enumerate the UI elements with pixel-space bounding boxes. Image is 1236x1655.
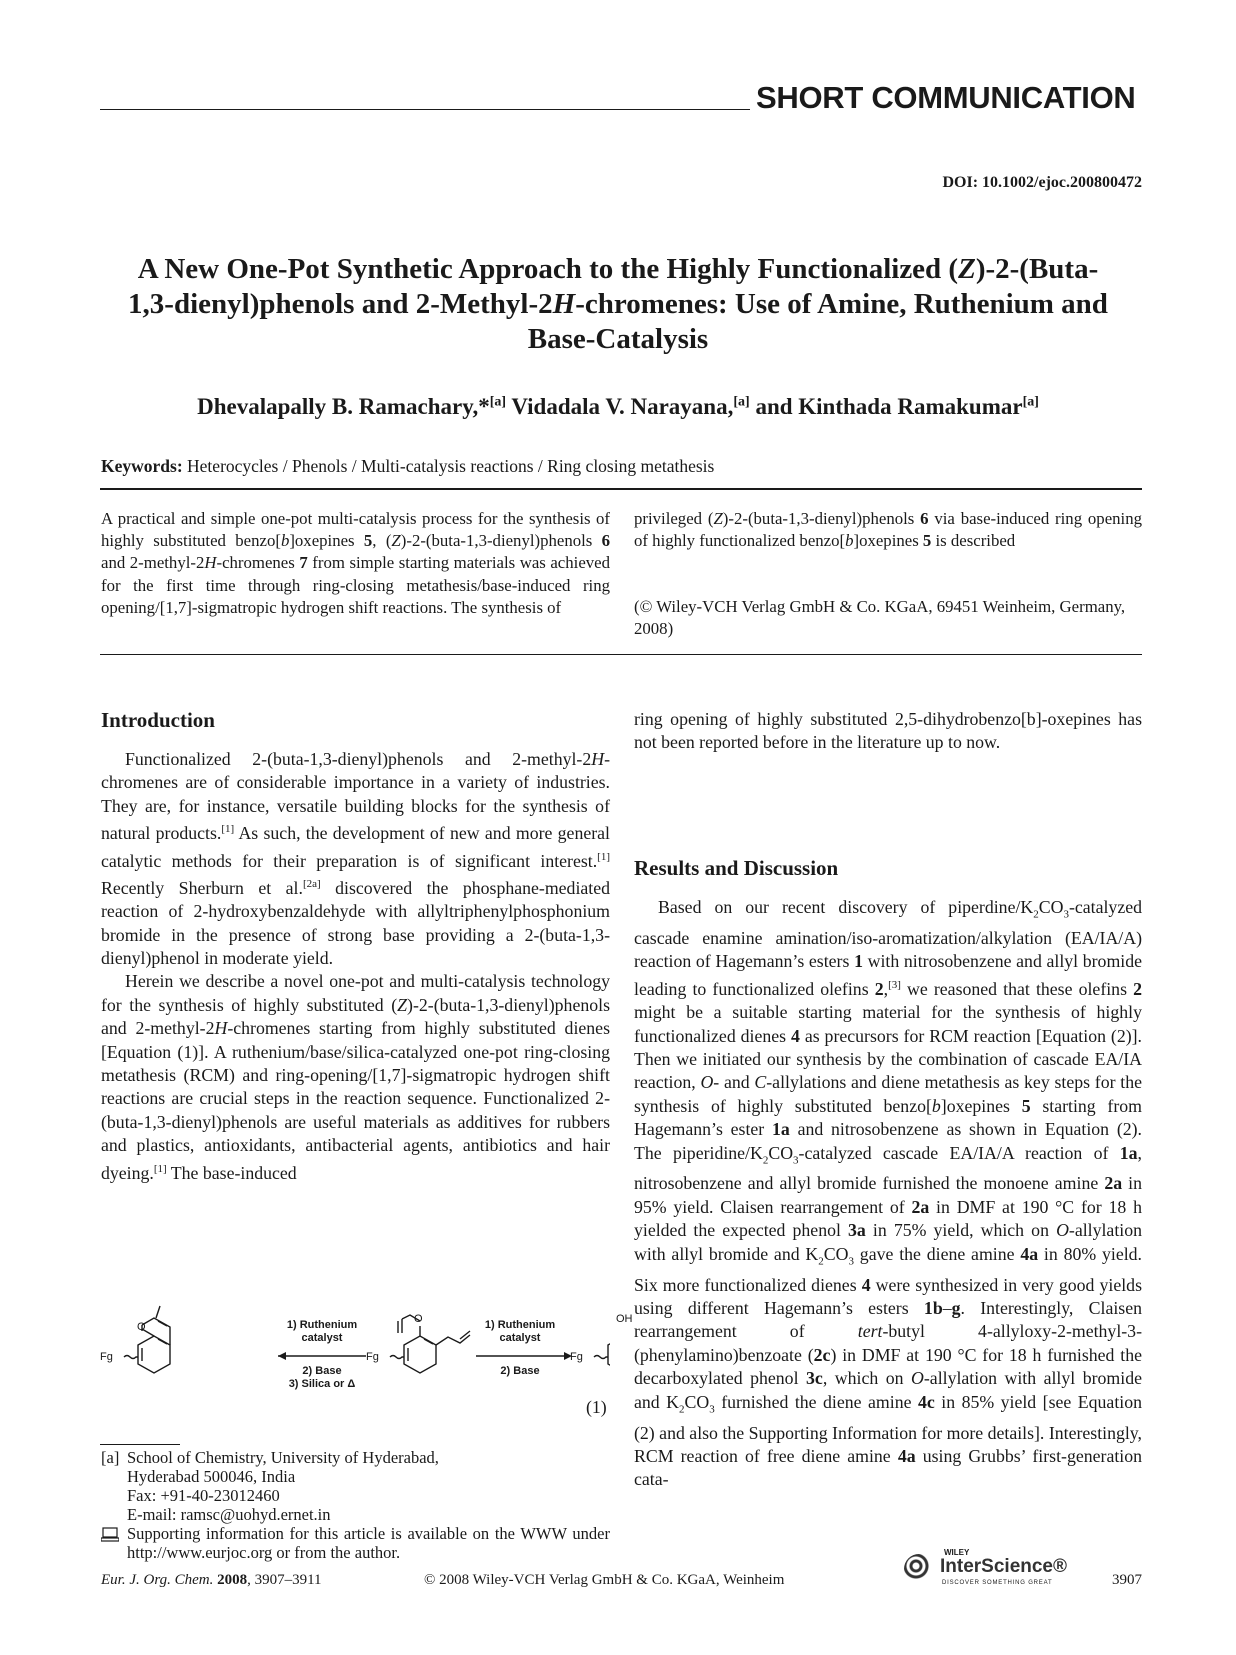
supporting-info bbox=[101, 1524, 610, 1562]
oxygen-label-middle: O bbox=[414, 1313, 423, 1325]
affiliation-line-2: Hyderabad 500046, India bbox=[127, 1467, 296, 1486]
author-3[interactable]: Kinthada Ramakumar bbox=[798, 394, 1023, 419]
affiliation-line-1: School of Chemistry, University of Hyderabad, bbox=[127, 1448, 439, 1467]
logo-top-text: WILEY bbox=[944, 1548, 970, 1557]
diene-benzene-ring bbox=[404, 1336, 436, 1373]
footer-pages: , 3907–3911 bbox=[247, 1572, 322, 1588]
left-arrow-head bbox=[278, 1352, 286, 1360]
results-body bbox=[634, 896, 1142, 1492]
author-separator: and bbox=[755, 394, 793, 419]
footer-year: 2008 bbox=[217, 1572, 248, 1588]
author-1[interactable]: Dhevalapally B. Ramachary,* bbox=[197, 394, 490, 419]
article-title bbox=[90, 252, 1146, 357]
author-list bbox=[90, 394, 1146, 420]
affiliation-block bbox=[101, 1448, 610, 1524]
scheme-drawing bbox=[98, 1285, 610, 1415]
intro-continuation: ring opening of highly substituted 2,5-dihydrobenzo[b]-oxepines has not been reported before in the literature up to now. bbox=[634, 709, 1142, 753]
abstract-right: privileged (Z)-2-(buta-1,3-dienyl)phenols 6 via base-induced ring opening of highly functionalized benzo[b]oxepines 5 is described bbox=[634, 509, 1142, 551]
reaction-scheme bbox=[98, 1285, 633, 1415]
author-3-affiliation: [a] bbox=[1022, 394, 1039, 410]
footer-citation bbox=[101, 1572, 322, 1589]
affiliation-footnote bbox=[101, 1448, 610, 1562]
abstract-rule bbox=[100, 654, 1142, 655]
keywords-list: Heterocycles / Phenols / Multi-catalysis reactions / Ring closing metathesis bbox=[187, 456, 715, 476]
keywords bbox=[101, 456, 714, 477]
title-line-3: Base-Catalysis bbox=[527, 323, 709, 355]
intro-heading: Introduction bbox=[101, 708, 215, 732]
left-arrow-step-3: 3) Silica or Δ bbox=[288, 1378, 356, 1390]
fg-bond-middle bbox=[390, 1356, 404, 1359]
left-arrow-bottom-label bbox=[278, 1365, 366, 1391]
left-arrow-top-label: 1) Ruthenium catalyst bbox=[286, 1319, 358, 1344]
logo-tagline: DISCOVER SOMETHING GREAT bbox=[942, 1580, 1053, 1586]
abstract-copyright: (© Wiley-VCH Verlag GmbH & Co. KGaA, 69451 Weinheim, Germany, 2008) bbox=[634, 597, 1126, 639]
intro-body bbox=[101, 748, 610, 1185]
fg-bond-right bbox=[594, 1356, 608, 1359]
intro-paragraph-1: Functionalized 2-(buta-1,3-dienyl)phenols and 2-methyl-2H-chromenes are of considerable importance in a variety of industries. They are, for instance, versatile building blocks for the synthesis of natural products.[1] As such, the development of new and more general catalytic methods for their preparation is of significant interest.[1] Recently Sherburn et al.[2a] discovered the phosphane-mediated reaction of 2-hydroxybenzaldehyde with allyltriphenylphosphonium bromide in the presence of strong base providing a 2-(buta-1,3-dienyl)phenol in moderate yield. bbox=[101, 749, 610, 969]
abstract-left: A practical and simple one-pot multi-catalysis process for the synthesis of highly substituted benzo[b]oxepines 5, (Z)-2-(buta-1,3-dienyl)phenols 6 and 2-methyl-2H-chromenes 7 from simple starting materials was achieved for the first time through ring-closing metathesis/base-induced ring opening/[1,7]-sigmatropic hydrogen shift reactions. The synthesis of bbox=[101, 509, 611, 617]
footer-copyright: © 2008 Wiley-VCH Verlag GmbH & Co. KGaA, Weinheim bbox=[424, 1572, 785, 1588]
chromene-benzene-ring bbox=[138, 1336, 170, 1373]
author-2[interactable]: Vidadala V. Narayana, bbox=[511, 394, 734, 419]
wiley-interscience-logo[interactable] bbox=[902, 1548, 1072, 1592]
phenol-benzene-ring bbox=[608, 1336, 610, 1373]
logo-brand-text: InterScience® bbox=[940, 1556, 1067, 1577]
results-paragraph-1: Based on our recent discovery of piperdine/$K_2CO_3$-catalyzed cascade enamine amination/iso-aromatization/alkylation (EA/IA/A) reaction of Hagemann’s esters 1 with nitrosobenzene and allyl bromide leading to functionalized olefins 2,[3] we reasoned that these olefins 2 might be a suitable starting material for the synthesis of highly functionalized dienes 4 as precursors for RCM reaction [Equation (2)]. Then we initiated our synthesis by the combination of cascade EA/IA reaction, O- and C-allylations and diene metathesis as key steps for the synthesis of highly substituted benzo[b]oxepines 5 starting from Hagemann’s ester 1a and nitrosobenzene as shown in Equation (2). The piperidine/$K_2CO_3$-catalyzed cascade EA/IA/A reaction of 1a, nitrosobenzene and allyl bromide furnished the monoene amine 2a in 95% yield. Claisen rearrangement of 2a in DMF at 190 °C for 18 h yielded the expected phenol 3a in 75% yield, which on O-allylation with allyl bromide and $K_2CO_3$ gave the diene amine 4a in 80% yield. Six more functionalized dienes 4 were synthesized in very good yields using different Hagemann’s esters 1b–g. Interestingly, Claisen rearrangement of tert-butyl 4-allyloxy-2-methyl-3-(phenylamino)benzoate (2c) in DMF at 190 °C for 18 h furnished the decarboxylated phenol 3c, which on O-allylation with allyl bromide and $K_2CO_3$ furnished the diene amine 4c in 85% yield [see Equation (2) and also the Supporting Information for more details]. Interestingly, RCM reaction of free diene amine 4a using Grubbs’ first-generation cata- bbox=[634, 897, 1143, 1490]
author-1-affiliation: [a] bbox=[489, 394, 507, 410]
affiliation-email[interactable]: E-mail: ramsc@uohyd.ernet.in bbox=[127, 1505, 331, 1524]
right-arrow-bottom-label: 2) Base bbox=[500, 1365, 540, 1377]
section-label: SHORT COMMUNICATION bbox=[756, 80, 1136, 115]
intro-paragraph-2: Herein we describe a novel one-pot and multi-catalysis technology for the synthesis of highly substituted (Z)-2-(buta-1,3-dienyl)phenols and 2-methyl-2H-chromenes starting from highly substituted dienes [Equation (1)]. A ruthenium/base/silica-catalyzed one-pot ring-closing metathesis (RCM) and ring-opening/[1,7]-sigmatropic hydrogen shift reactions are crucial steps in the reaction sequence. Functionalized 2-(buta-1,3-dienyl)phenols are useful materials as additives for rubbers and plastics, antioxidants, antibacterial agents, antibiotics and hair dyeing.[1] The base-induced bbox=[101, 971, 610, 1183]
equation-number: (1) bbox=[586, 1397, 607, 1417]
title-line-1: A New One-Pot Synthetic Approach to the Highly Functionalized (Z)-2-(Buta- bbox=[137, 253, 1099, 285]
footer-journal: Eur. J. Org. Chem. bbox=[101, 1572, 214, 1588]
page-number: 3907 bbox=[1112, 1572, 1142, 1588]
author-2-affiliation: [a] bbox=[733, 394, 750, 410]
results-heading: Results and Discussion bbox=[634, 856, 839, 880]
supporting-info-text[interactable]: Supporting information for this article is available on the WWW under http://www.eurjoc.org or from the author. bbox=[127, 1524, 610, 1562]
title-line-2: 1,3-dienyl)phenols and 2-Methyl-2H-chromenes: Use of Amine, Ruthenium and bbox=[128, 288, 1108, 320]
hydroxyl-label: OH bbox=[616, 1313, 633, 1325]
keywords-rule bbox=[100, 488, 1142, 490]
header-rule bbox=[100, 109, 750, 110]
left-arrow-step-2: 2) Base bbox=[302, 1365, 342, 1377]
footnote-rule bbox=[100, 1444, 180, 1445]
doi[interactable]: DOI: 10.1002/ejoc.200800472 bbox=[942, 174, 1142, 191]
fg-bond-left bbox=[124, 1356, 138, 1359]
computer-icon bbox=[101, 1527, 119, 1546]
affiliation-label: [a] bbox=[101, 1448, 120, 1467]
fg-label-middle: Fg bbox=[366, 1351, 379, 1363]
keywords-label: Keywords: bbox=[101, 456, 183, 476]
fg-label-right: Fg bbox=[570, 1351, 583, 1363]
fg-label-left: Fg bbox=[100, 1351, 113, 1363]
oxygen-label-left: O bbox=[137, 1321, 146, 1333]
affiliation-line-3: Fax: +91-40-23012460 bbox=[127, 1486, 280, 1505]
logo-globe-icon bbox=[904, 1554, 934, 1584]
right-arrow-top-label: 1) Ruthenium catalyst bbox=[484, 1319, 556, 1344]
